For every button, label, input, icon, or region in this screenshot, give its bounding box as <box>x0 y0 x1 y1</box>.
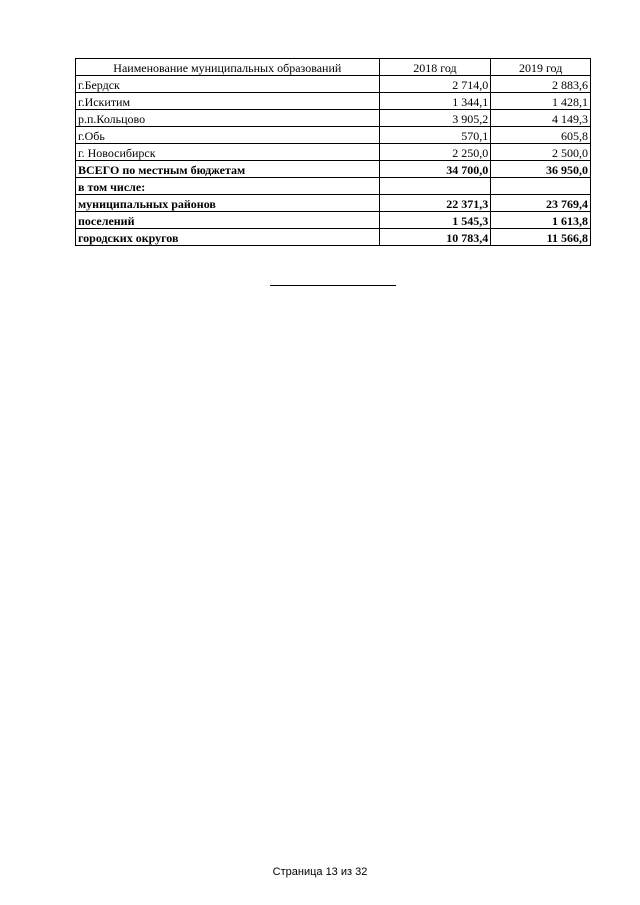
table-row <box>76 110 591 127</box>
breakdown-name: городских округов <box>76 229 380 246</box>
breakdown-row <box>76 229 591 246</box>
row-name: г.Искитим <box>76 93 380 110</box>
total-row <box>76 161 591 178</box>
breakdown-value-2018: 10 783,4 <box>379 229 491 246</box>
breakdown-value-2018: 22 371,3 <box>379 195 491 212</box>
header-2019: 2019 год <box>491 59 591 76</box>
breakdown-row <box>76 212 591 229</box>
section-divider <box>270 285 396 286</box>
page-number: Страница 13 из 32 <box>272 866 368 878</box>
row-name: г. Новосибирск <box>76 144 380 161</box>
table-row <box>76 76 591 93</box>
total-value-2019: 36 950,0 <box>491 161 591 178</box>
table-header-row <box>76 59 591 76</box>
row-value-2019: 2 500,0 <box>491 144 591 161</box>
breakdown-value-2019: 11 566,8 <box>491 229 591 246</box>
including-row <box>76 178 591 195</box>
breakdown-value-2018: 1 545,3 <box>379 212 491 229</box>
row-value-2018: 570,1 <box>379 127 491 144</box>
budget-table <box>75 58 591 246</box>
breakdown-name: поселений <box>76 212 380 229</box>
breakdown-value-2019: 23 769,4 <box>491 195 591 212</box>
row-value-2019: 605,8 <box>491 127 591 144</box>
table-row <box>76 127 591 144</box>
row-name: г.Бердск <box>76 76 380 93</box>
breakdown-value-2019: 1 613,8 <box>491 212 591 229</box>
breakdown-row <box>76 195 591 212</box>
row-value-2019: 1 428,1 <box>491 93 591 110</box>
row-name: г.Обь <box>76 127 380 144</box>
total-name: ВСЕГО по местным бюджетам <box>76 161 380 178</box>
row-value-2019: 2 883,6 <box>491 76 591 93</box>
header-name: Наименование муниципальных образований <box>76 59 380 76</box>
total-value-2018: 34 700,0 <box>379 161 491 178</box>
including-label: в том числе: <box>76 178 380 195</box>
empty-cell <box>379 178 491 195</box>
header-2018: 2018 год <box>379 59 491 76</box>
row-value-2018: 1 344,1 <box>379 93 491 110</box>
row-value-2019: 4 149,3 <box>491 110 591 127</box>
table-row <box>76 144 591 161</box>
empty-cell <box>491 178 591 195</box>
row-value-2018: 3 905,2 <box>379 110 491 127</box>
row-value-2018: 2 250,0 <box>379 144 491 161</box>
row-name: р.п.Кольцово <box>76 110 380 127</box>
table-row <box>76 93 591 110</box>
breakdown-name: муниципальных районов <box>76 195 380 212</box>
row-value-2018: 2 714,0 <box>379 76 491 93</box>
